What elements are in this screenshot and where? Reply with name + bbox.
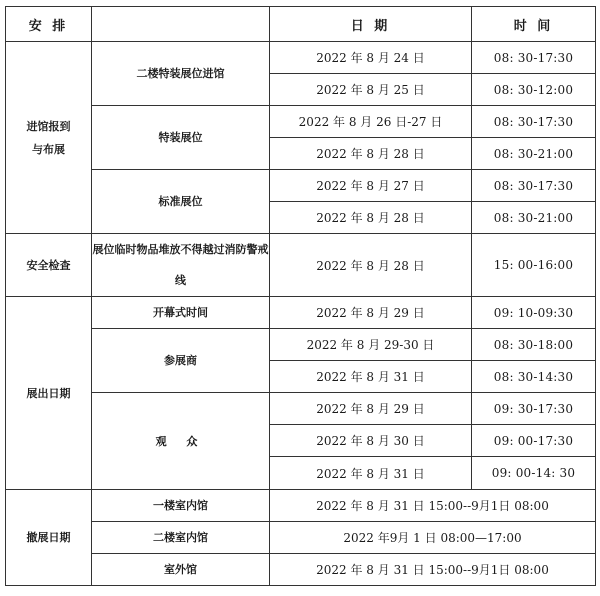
date-cell: 2022 年 8 月 25 日	[270, 74, 472, 106]
table-row	[6, 234, 596, 297]
date-cell: 2022 年 8 月 31 日	[270, 457, 472, 490]
table-row	[6, 490, 596, 522]
sub-floor2-indoor: 二楼室内馆	[92, 522, 270, 554]
date-cell: 2022 年 8 月 31 日	[270, 361, 472, 393]
section-checkin	[6, 42, 92, 234]
table-row	[6, 106, 596, 138]
sub-visitors: 观 众	[92, 393, 270, 490]
date-cell: 2022 年 8 月 29 日	[270, 297, 472, 329]
time-cell: 08: 30-17:30	[472, 42, 596, 74]
time-cell: 09: 00-17:30	[472, 425, 596, 457]
time-cell: 08: 30-21:00	[472, 138, 596, 170]
time-cell: 09: 10-09:30	[472, 297, 596, 329]
sub-special: 特装展位	[92, 106, 270, 170]
sub-floor2-special: 二楼特装展位进馆	[92, 42, 270, 106]
schedule-table	[5, 6, 596, 586]
table-row	[6, 393, 596, 425]
date-cell: 2022 年 8 月 28 日	[270, 138, 472, 170]
date-cell: 2022 年 8 月 30 日	[270, 425, 472, 457]
time-cell: 08: 30-17:30	[472, 170, 596, 202]
time-cell: 15: 00-16:00	[472, 234, 596, 297]
time-cell: 08: 30-21:00	[472, 202, 596, 234]
time-cell: 08: 30-12:00	[472, 74, 596, 106]
section-checkin-line1: 进馆报到	[26, 119, 71, 133]
table-row	[6, 42, 596, 74]
time-cell: 09: 00-14: 30	[472, 457, 596, 490]
sub-exhibitors: 参展商	[92, 329, 270, 393]
date-cell: 2022 年 8 月 28 日	[270, 202, 472, 234]
sub-security-rule: 展位临时物品堆放不得越过消防警戒线	[92, 234, 270, 297]
date-cell: 2022 年 8 月 27 日	[270, 170, 472, 202]
sub-opening: 开幕式时间	[92, 297, 270, 329]
section-exhibition: 展出日期	[6, 297, 92, 490]
time-cell: 09: 30-17:30	[472, 393, 596, 425]
table-row	[6, 297, 596, 329]
date-cell: 2022 年 8 月 24 日	[270, 42, 472, 74]
header-empty	[92, 7, 270, 42]
section-teardown: 撤展日期	[6, 490, 92, 586]
table-row	[6, 329, 596, 361]
header-category: 安 排	[6, 7, 92, 42]
time-cell: 08: 30-14:30	[472, 361, 596, 393]
table-row	[6, 554, 596, 586]
sub-floor1-indoor: 一楼室内馆	[92, 490, 270, 522]
date-cell: 2022 年 8 月 29-30 日	[270, 329, 472, 361]
teardown-date-cell: 2022 年 8 月 31 日 15:00--9月1日 08:00	[270, 490, 596, 522]
sub-standard: 标准展位	[92, 170, 270, 234]
teardown-date-cell: 2022 年9月 1 日 08:00—17:00	[270, 522, 596, 554]
header-time: 时 间	[472, 7, 596, 42]
table-row	[6, 170, 596, 202]
table-row	[6, 522, 596, 554]
header-date: 日 期	[270, 7, 472, 42]
sub-outdoor: 室外馆	[92, 554, 270, 586]
section-security: 安全检查	[6, 234, 92, 297]
time-cell: 08: 30-17:30	[472, 106, 596, 138]
teardown-date-cell: 2022 年 8 月 31 日 15:00--9月1日 08:00	[270, 554, 596, 586]
section-checkin-line2: 与布展	[32, 142, 65, 156]
date-cell: 2022 年 8 月 28 日	[270, 234, 472, 297]
date-cell: 2022 年 8 月 26 日-27 日	[270, 106, 472, 138]
time-cell: 08: 30-18:00	[472, 329, 596, 361]
header-row	[6, 7, 596, 42]
date-cell: 2022 年 8 月 29 日	[270, 393, 472, 425]
